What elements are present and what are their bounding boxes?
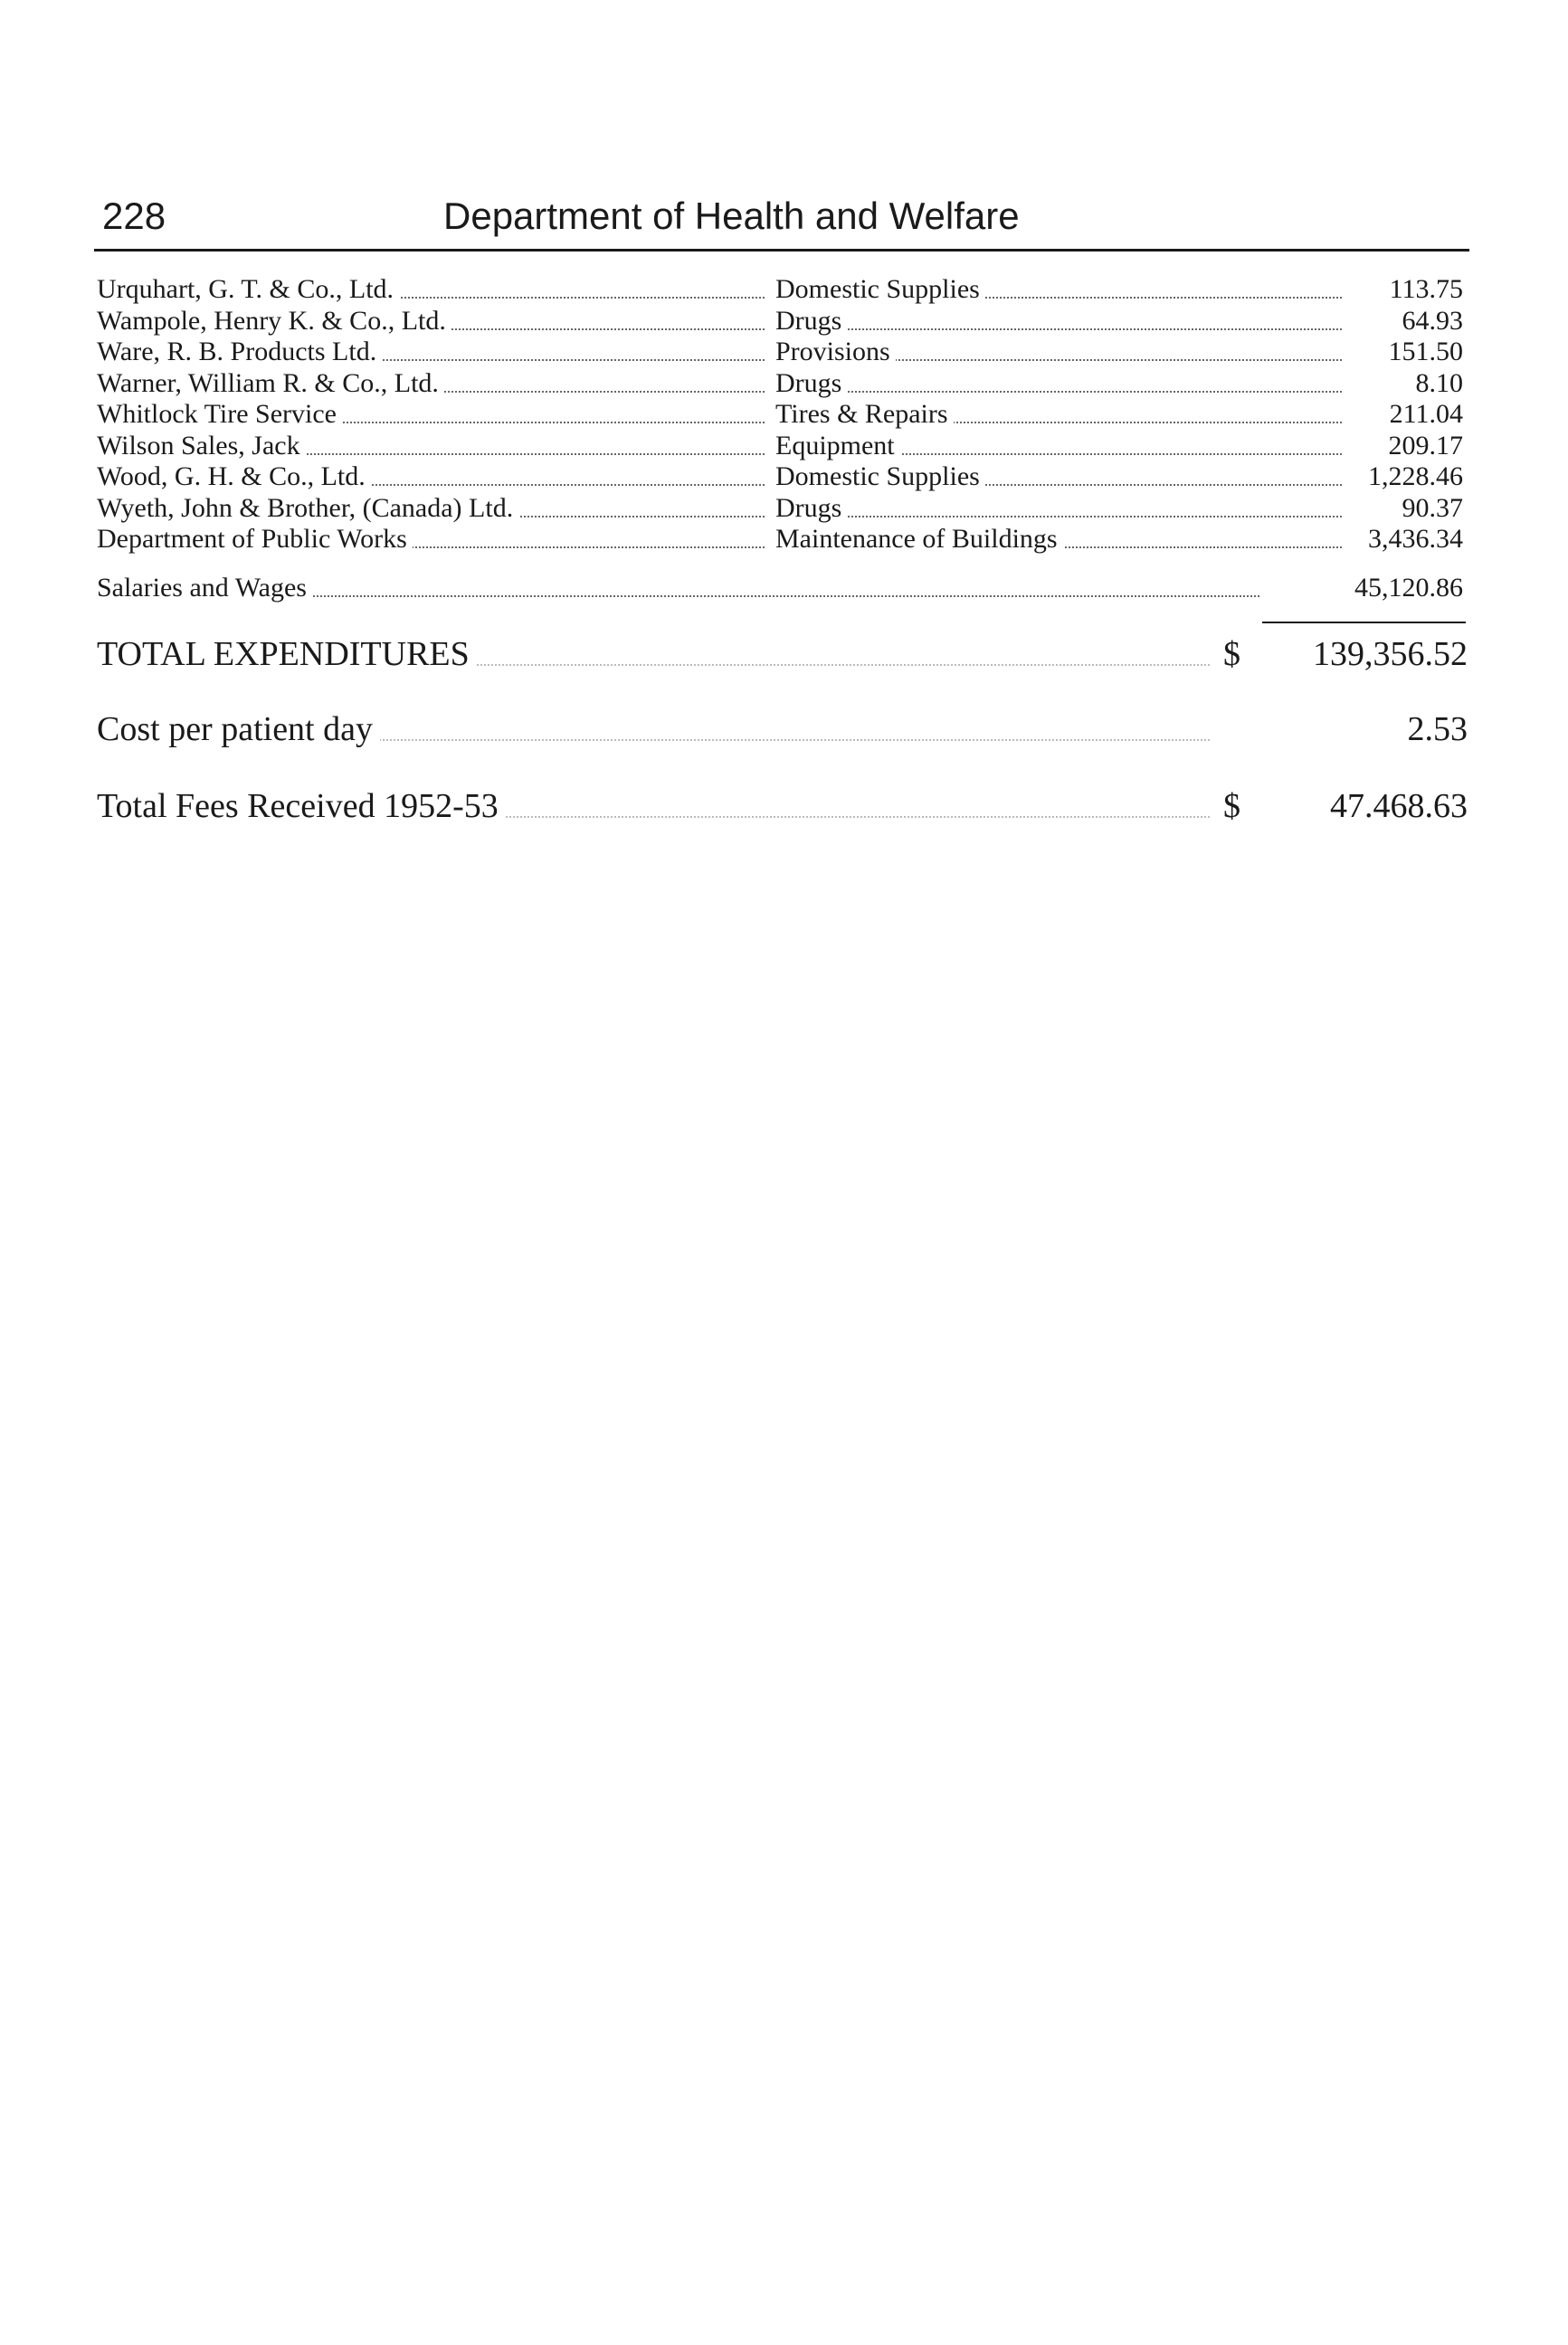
list-item — [97, 368, 1463, 399]
cost-per-day-label: Cost per patient day — [97, 708, 1210, 750]
total-expenditures-label: TOTAL EXPENDITURES — [97, 633, 1210, 675]
total-expenditures-amount: 139,356.52 — [1313, 635, 1468, 673]
salaries-row — [97, 573, 1463, 603]
currency-symbol: $ — [1223, 635, 1240, 673]
expense-category: Drugs — [775, 368, 1345, 399]
list-item — [97, 461, 1463, 492]
supplier-name: Warner, William R. & Co., Ltd. — [97, 368, 768, 399]
salaries-amount: 45,120.86 — [1354, 573, 1463, 603]
expense-category: Equipment — [775, 431, 1345, 461]
list-item — [97, 306, 1463, 337]
list-item — [97, 524, 1463, 555]
expense-category: Maintenance of Buildings — [775, 524, 1345, 555]
currency-symbol: $ — [1223, 787, 1240, 825]
expense-amount: 151.50 — [1388, 337, 1463, 366]
page-number: 228 — [102, 195, 166, 237]
list-item — [97, 399, 1463, 430]
expense-amount: 64.93 — [1402, 305, 1463, 336]
supplier-name: Wyeth, John & Brother, (Canada) Ltd. — [97, 493, 768, 524]
expense-amount: 3,436.34 — [1368, 524, 1463, 554]
expense-amount: 209.17 — [1388, 430, 1463, 460]
expense-category: Tires & Repairs — [775, 399, 1345, 430]
supplier-name: Wood, G. H. & Co., Ltd. — [97, 461, 768, 492]
list-item — [97, 493, 1463, 524]
expense-category: Drugs — [775, 493, 1345, 524]
supplier-name: Urquhart, G. T. & Co., Ltd. — [97, 274, 768, 305]
supplier-name: Wilson Sales, Jack — [97, 431, 768, 461]
total-fees-amount: 47.468.63 — [1330, 787, 1468, 825]
expense-amount: 90.37 — [1402, 492, 1463, 523]
expense-amount: 211.04 — [1389, 399, 1463, 429]
page-header — [102, 195, 1468, 245]
expense-amount: 8.10 — [1415, 367, 1463, 398]
cost-per-day-amount: 2.53 — [1407, 710, 1468, 748]
total-rule — [1262, 622, 1466, 623]
supplier-name: Wampole, Henry K. & Co., Ltd. — [97, 306, 768, 337]
expense-category: Provisions — [775, 337, 1345, 367]
running-title: Department of Health and Welfare — [443, 195, 1020, 237]
expense-category: Domestic Supplies — [775, 461, 1345, 492]
supplier-name: Ware, R. B. Products Ltd. — [97, 337, 768, 367]
total-expenditures-row — [97, 633, 1468, 675]
list-item — [97, 431, 1463, 461]
supplier-name: Whitlock Tire Service — [97, 399, 768, 430]
header-rule — [94, 249, 1469, 252]
list-item — [97, 274, 1463, 305]
expense-category: Drugs — [775, 306, 1345, 337]
expense-amount: 1,228.46 — [1368, 461, 1463, 491]
expense-amount: 113.75 — [1389, 274, 1463, 304]
cost-per-day-row — [97, 708, 1468, 750]
total-fees-row — [97, 785, 1468, 827]
salaries-label: Salaries and Wages — [97, 573, 1259, 603]
supplier-name: Department of Public Works — [97, 524, 768, 555]
list-item — [97, 337, 1463, 367]
total-fees-label: Total Fees Received 1952-53 — [97, 785, 1210, 827]
expense-category: Domestic Supplies — [775, 274, 1345, 305]
